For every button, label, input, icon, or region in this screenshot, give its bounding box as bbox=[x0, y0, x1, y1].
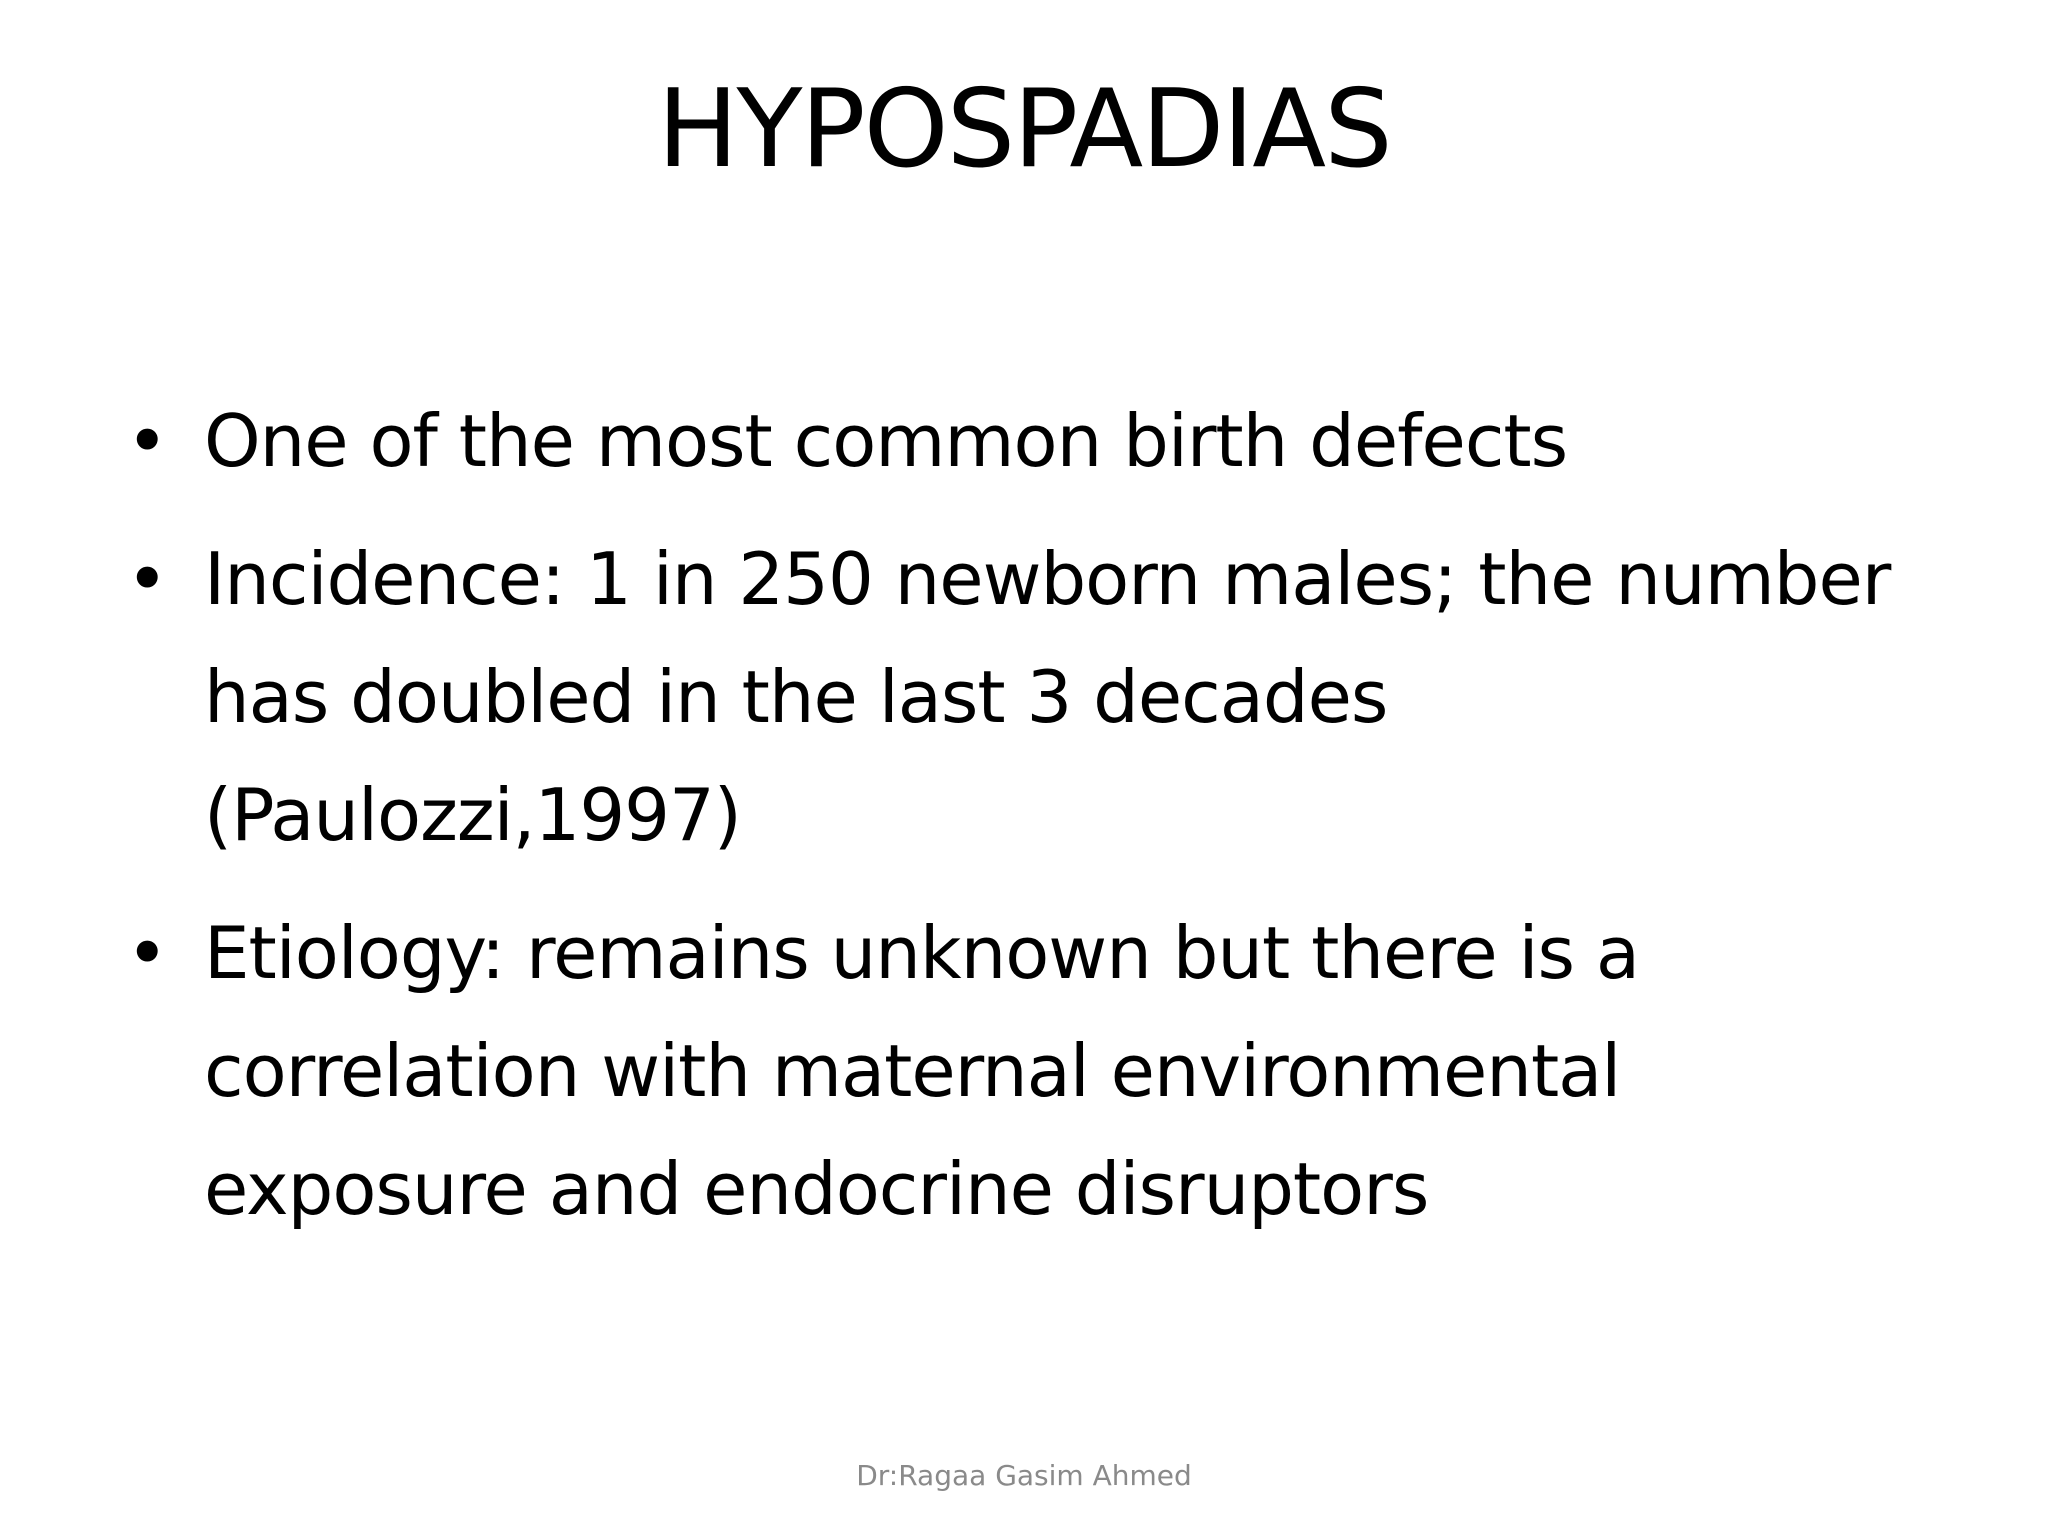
bullet-dot-icon: • bbox=[126, 399, 168, 483]
bullet-item bbox=[126, 520, 1906, 874]
bullet-item bbox=[126, 894, 1906, 1248]
bullet-dot-icon: • bbox=[126, 537, 168, 621]
slide-title: HYPOSPADIAS bbox=[657, 67, 1391, 192]
bullet-text: One of the most common birth defects bbox=[204, 399, 1568, 483]
bullet-text: Incidence: 1 in 250 newborn males; the number has doubled in the last 3 decades (Paulozzi,1997) bbox=[204, 537, 1891, 857]
bullet-list bbox=[126, 382, 1906, 1268]
slide-footer: Dr:Ragaa Gasim Ahmed bbox=[856, 1459, 1192, 1492]
bullet-dot-icon: • bbox=[126, 911, 168, 995]
bullet-item bbox=[126, 382, 1906, 500]
bullet-text: Etiology: remains unknown but there is a correlation with maternal environmental exposure and endocrine disruptors bbox=[204, 911, 1640, 1231]
